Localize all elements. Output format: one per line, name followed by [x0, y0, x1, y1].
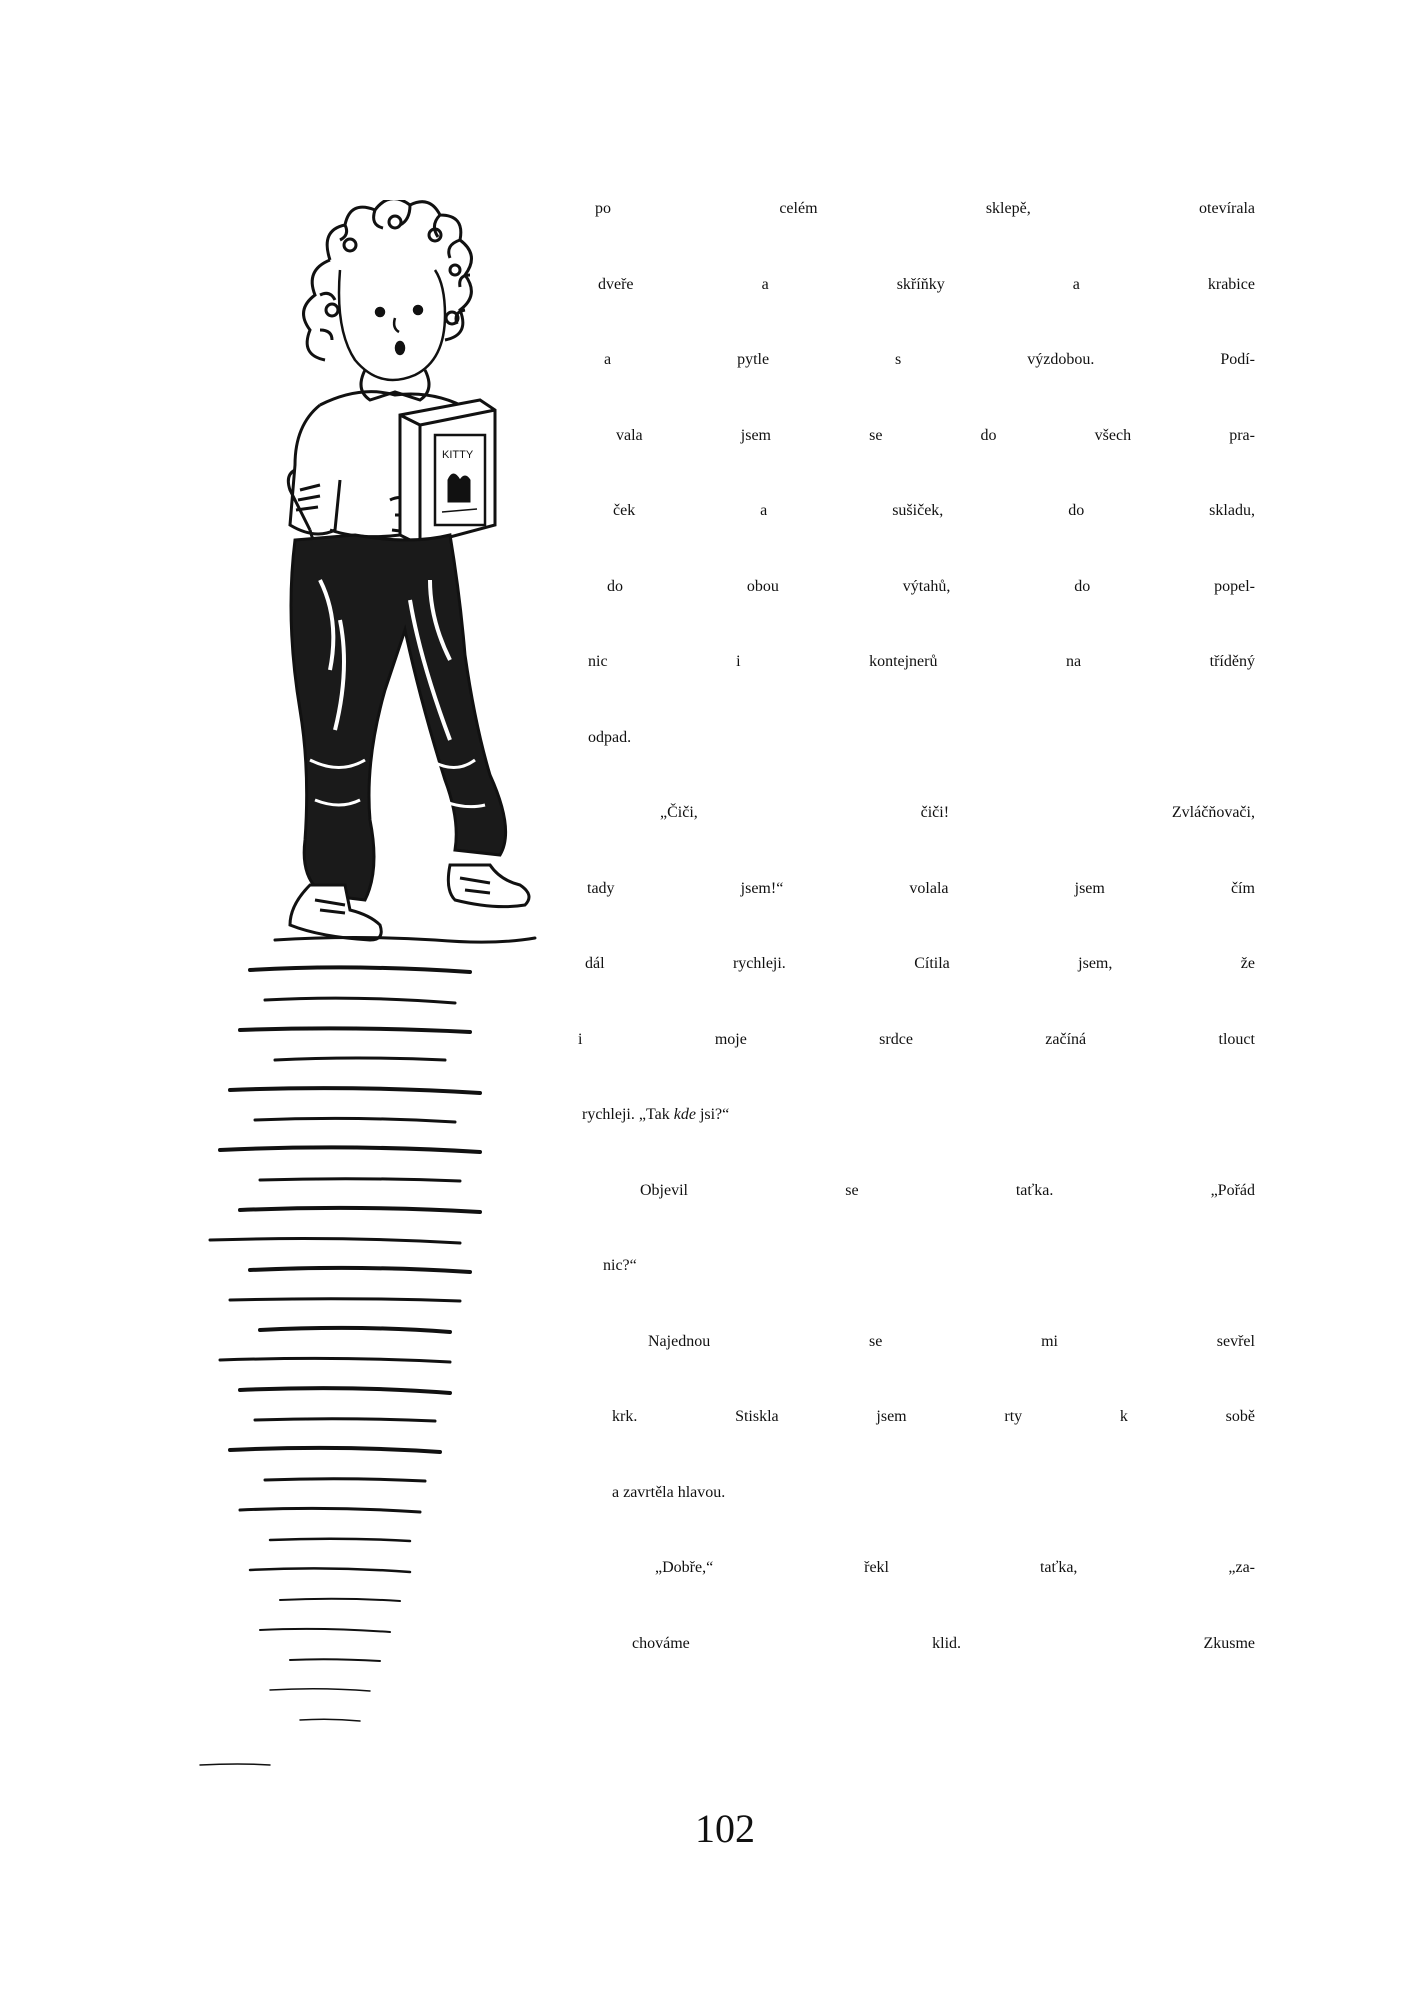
word: čiči! [920, 804, 950, 821]
word: i [578, 1030, 583, 1048]
word: klid. [932, 1634, 962, 1652]
word: s [895, 351, 902, 368]
text-line [607, 578, 1255, 654]
word: i [736, 653, 741, 670]
text-line [582, 1106, 1255, 1182]
word: pra- [1229, 426, 1255, 444]
word: dveře [598, 275, 634, 293]
word: jsem!“ [740, 879, 784, 897]
word: „Čiči, [660, 804, 698, 821]
word: rychleji. [732, 955, 786, 972]
word: řekl [864, 1559, 889, 1576]
word: Zvláčňovači, [1171, 804, 1255, 821]
page-number: 102 [695, 1806, 755, 1851]
word: rty [1004, 1408, 1023, 1425]
word: otevírala [1199, 200, 1255, 217]
word: po [595, 200, 611, 217]
word: do [1068, 502, 1085, 519]
word: kontejnerů [869, 653, 938, 670]
word: Objevil [640, 1181, 688, 1199]
word: vala [616, 426, 643, 444]
word: moje [714, 1030, 747, 1048]
word: a [761, 275, 769, 293]
word: a [604, 351, 612, 368]
text-segment: jsi?“ [695, 1106, 730, 1123]
word: skříňky [896, 275, 945, 293]
word: že [1240, 955, 1255, 972]
word: se [869, 426, 883, 444]
word: ček [613, 502, 636, 519]
text-segment: rychleji. „Tak [582, 1106, 674, 1123]
word: nic [588, 653, 608, 670]
text-line [660, 804, 1255, 880]
text-line [578, 1031, 1255, 1107]
text-line [640, 1182, 1255, 1258]
word: a [1072, 275, 1080, 293]
word: tlouct [1218, 1030, 1255, 1048]
word: Podí- [1220, 351, 1255, 368]
word: volala [909, 879, 949, 897]
word: začíná [1045, 1030, 1087, 1048]
text-line [587, 880, 1255, 956]
word: do [980, 426, 997, 444]
girl-holding-box-illustration [180, 200, 610, 1780]
text-line [588, 729, 1255, 805]
word: sevřel [1216, 1332, 1255, 1350]
text-segment: a zavrtěla hlavou. [612, 1483, 726, 1501]
word: sušiček, [892, 502, 944, 519]
word: srdce [879, 1030, 913, 1048]
word: tříděný [1209, 653, 1255, 670]
word: celém [779, 200, 818, 217]
pants-icon [291, 535, 506, 900]
word: skladu, [1209, 502, 1255, 519]
text-line [585, 955, 1255, 1031]
word: popel- [1214, 577, 1255, 595]
word: dál [585, 955, 605, 972]
word: výzdobou. [1027, 351, 1095, 368]
word: Cítila [914, 955, 950, 972]
word: sklepě, [985, 200, 1031, 217]
word: jsem [876, 1408, 907, 1425]
box-icon [400, 400, 495, 545]
word: všech [1094, 426, 1132, 444]
illustration-svg [180, 200, 610, 1780]
word: taťka, [1039, 1559, 1078, 1576]
word: chováme [632, 1634, 690, 1652]
text-line [603, 1257, 1255, 1333]
word: krk. [612, 1408, 638, 1425]
word: k [1119, 1408, 1128, 1425]
word: jsem [740, 426, 771, 444]
hair-icon [304, 200, 472, 360]
text-line [598, 276, 1255, 352]
text-line [632, 1635, 1255, 1711]
word: do [1074, 577, 1091, 595]
floor-shadow-icon [200, 938, 535, 1766]
text-line [612, 1484, 1255, 1560]
word: Zkusme [1203, 1634, 1255, 1652]
word: výtahů, [902, 577, 951, 595]
text-line [655, 1559, 1255, 1635]
word: sobě [1225, 1408, 1255, 1425]
word: Stiskla [735, 1408, 779, 1425]
text-line [588, 653, 1255, 729]
text-segment: odpad. [588, 728, 632, 746]
word: „za- [1228, 1559, 1255, 1576]
word: do [607, 577, 623, 595]
face-icon [339, 270, 445, 380]
word: taťka. [1015, 1181, 1054, 1199]
word: pytle [737, 351, 770, 368]
word: „Dobře,“ [655, 1559, 714, 1576]
word: jsem, [1078, 955, 1113, 972]
word: se [845, 1181, 859, 1199]
word: a [760, 502, 768, 519]
text-line [616, 427, 1255, 503]
word: mi [1041, 1332, 1058, 1350]
text-line [595, 200, 1255, 276]
text-segment: nic?“ [603, 1257, 637, 1274]
text-line [648, 1333, 1255, 1409]
text-line [604, 351, 1255, 427]
word: se [868, 1332, 883, 1350]
word: krabice [1207, 275, 1255, 293]
text-line [613, 502, 1255, 578]
word: jsem [1074, 879, 1105, 897]
box-label: KITTY [442, 449, 474, 461]
word: „Pořád [1210, 1181, 1255, 1199]
text-line [612, 1408, 1255, 1484]
italic-text-segment: kde [673, 1106, 696, 1123]
word: na [1066, 653, 1082, 670]
word: obou [746, 577, 779, 595]
word: tady [587, 879, 615, 897]
word: čím [1230, 879, 1255, 897]
word: Najednou [648, 1332, 711, 1350]
